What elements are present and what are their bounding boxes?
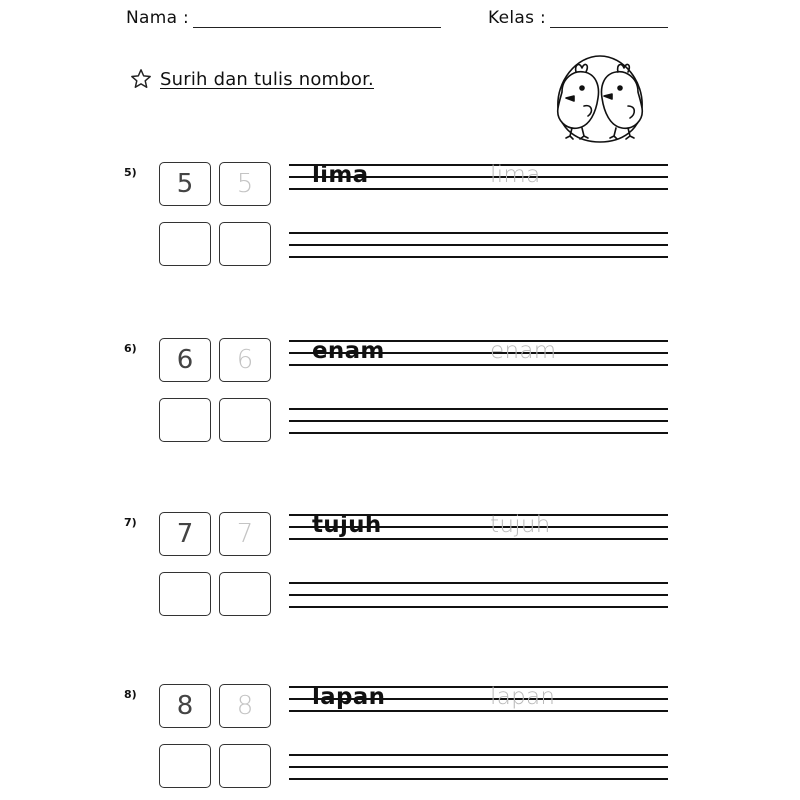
word-blank-lines[interactable] (289, 582, 668, 610)
exercise-8 (0, 684, 800, 800)
word-blank-lines[interactable] (289, 408, 668, 436)
digit-trace-box[interactable]: 7 (219, 512, 271, 556)
digit-model-box: 6 (159, 338, 211, 382)
digit-blank-box[interactable] (159, 572, 211, 616)
instruction-text: Surih dan tulis nombor. (160, 68, 374, 90)
digit-model-box: 8 (159, 684, 211, 728)
word-trace[interactable]: lima (490, 162, 541, 188)
exercise-number: 8) (124, 688, 137, 701)
class-field (488, 8, 668, 28)
exercise-number: 5) (124, 166, 137, 179)
exercise-number: 6) (124, 342, 137, 355)
word-model: lima (312, 162, 369, 188)
digit-blank-box[interactable] (159, 744, 211, 788)
two-chicks-in-egg-icon (548, 52, 652, 144)
word-model: enam (312, 338, 385, 364)
word-trace[interactable]: tujuh (490, 512, 551, 538)
digit-model-box: 7 (159, 512, 211, 556)
exercise-7 (0, 512, 800, 642)
word-blank-lines[interactable] (289, 232, 668, 260)
digit-trace-box[interactable]: 8 (219, 684, 271, 728)
name-blank[interactable] (193, 8, 441, 28)
digit-blank-box[interactable] (219, 572, 271, 616)
digit-blank-box[interactable] (159, 398, 211, 442)
exercise-6 (0, 338, 800, 468)
word-trace[interactable]: enam (490, 338, 557, 364)
class-label: Kelas : (488, 8, 546, 28)
name-label: Nama : (126, 8, 190, 28)
digit-blank-box[interactable] (219, 222, 271, 266)
digit-trace-box[interactable]: 5 (219, 162, 271, 206)
star-outline-icon (130, 68, 152, 90)
digit-model-box: 5 (159, 162, 211, 206)
digit-blank-box[interactable] (219, 744, 271, 788)
word-blank-lines[interactable] (289, 754, 668, 782)
digit-trace-box[interactable]: 6 (219, 338, 271, 382)
exercise-number: 7) (124, 516, 137, 529)
word-model: lapan (312, 684, 386, 710)
digit-blank-box[interactable] (219, 398, 271, 442)
word-trace[interactable]: lapan (490, 684, 556, 710)
instruction (130, 68, 374, 90)
digit-blank-box[interactable] (159, 222, 211, 266)
word-model: tujuh (312, 512, 382, 538)
name-field (126, 8, 441, 28)
class-blank[interactable] (550, 8, 668, 28)
exercise-5 (0, 162, 800, 292)
